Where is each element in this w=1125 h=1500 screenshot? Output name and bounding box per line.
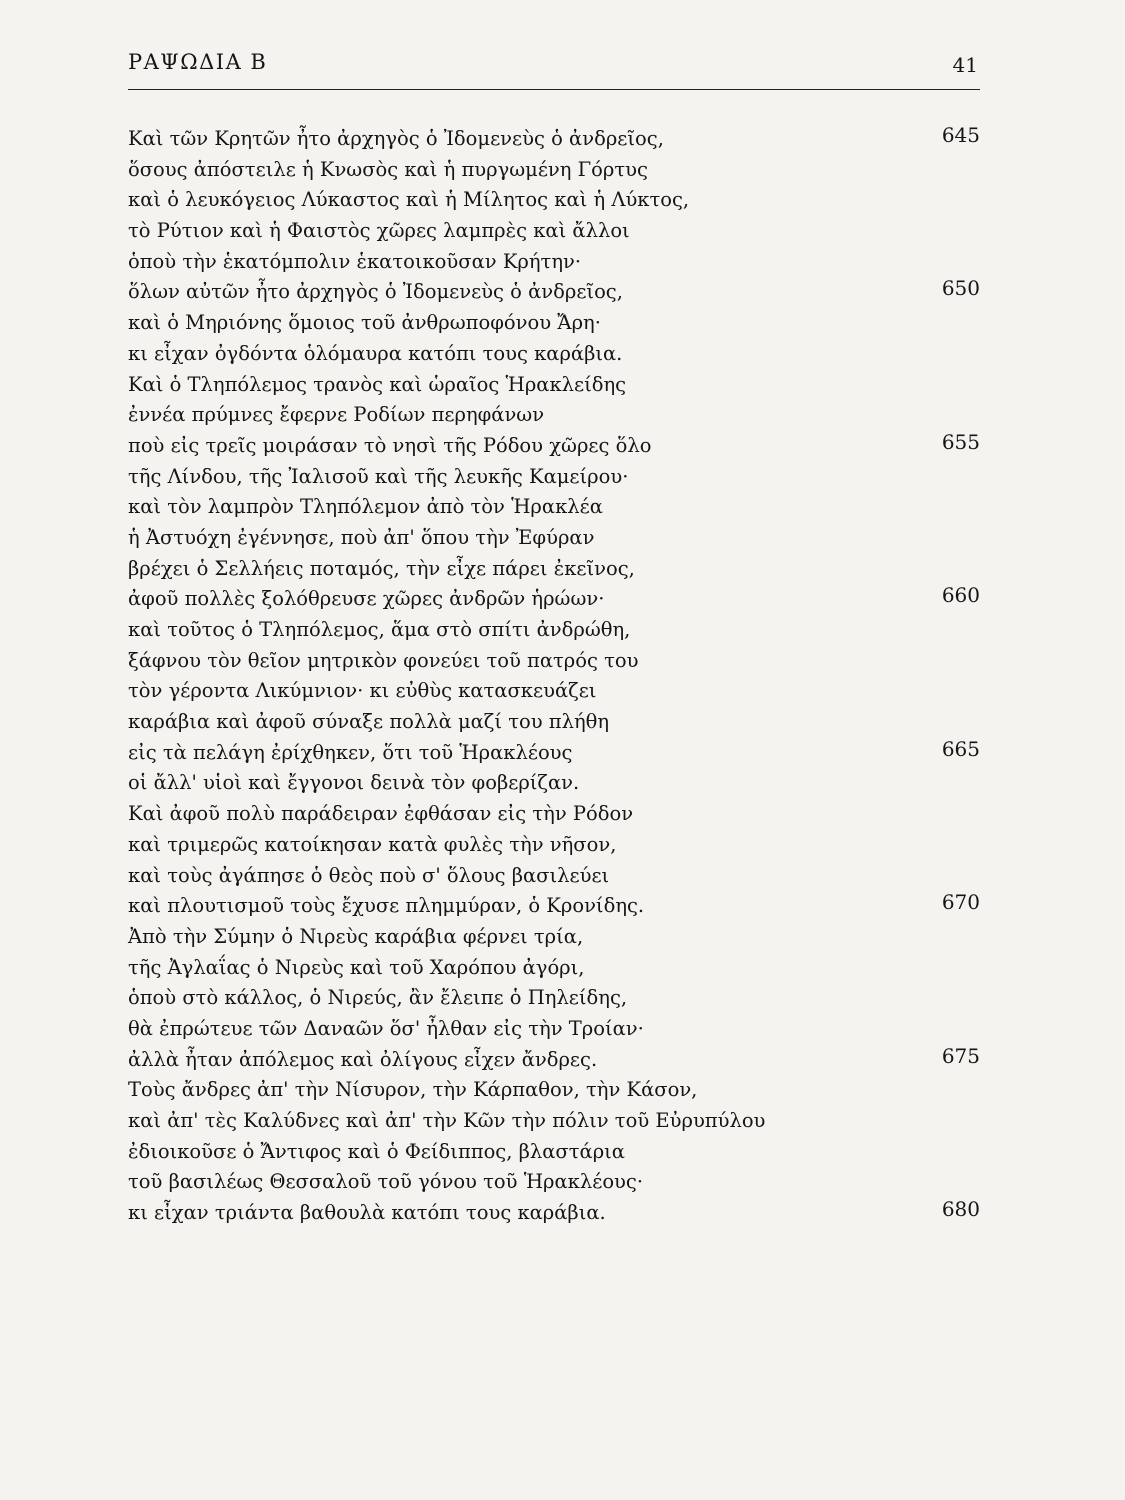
verse-number: 680 bbox=[941, 1197, 980, 1222]
verse-text: ἐννέα πρύμνες ἔφερνε Ροδίων περηφάνων bbox=[128, 403, 545, 427]
header-divider bbox=[128, 89, 980, 90]
verse-text: καὶ ὁ λευκόγειος Λύκαστος καὶ ἡ Μίλητος καὶ ἡ Λύκτος, bbox=[128, 188, 690, 212]
verse-text: θὰ ἐπρώτευε τῶν Δαναῶν ὅσ' ἦλθαν εἰς τὴν Τροίαν· bbox=[128, 1016, 644, 1040]
verse-text: Καὶ τῶν Κρητῶν ἦτο ἀρχηγὸς ὁ Ἰδομενεὺς ὁ ἀνδρεῖος, bbox=[128, 127, 664, 150]
verse-text: καράβια καὶ ἀφοῦ σύναξε πολλὰ μαζί του πλήθη bbox=[128, 710, 610, 734]
verse-line bbox=[128, 738, 980, 769]
verse-line bbox=[128, 891, 980, 922]
verse-text: ὁποὺ στὸ κάλλος, ὁ Νιρεύς, ἂν ἔλειπε ὁ Πηλείδης, bbox=[128, 986, 628, 1010]
verse-line bbox=[128, 523, 980, 554]
verse-text: οἱ ἄλλ' υἱοὶ καὶ ἔγγονοι δεινὰ τὸν φοβερίζαν. bbox=[128, 771, 580, 795]
verse-number: 665 bbox=[941, 736, 980, 761]
verse-line bbox=[128, 584, 980, 615]
verse-text: ξάφνου τὸν θεῖον μητρικὸν φονεύει τοῦ πατρός του bbox=[128, 648, 639, 672]
verse-line bbox=[128, 1045, 980, 1076]
verse-line bbox=[128, 768, 980, 799]
verse-line bbox=[128, 1198, 980, 1229]
verse-number: 670 bbox=[941, 890, 980, 915]
verse-number: 660 bbox=[941, 583, 980, 608]
verse-text: κι εἶχαν ὀγδόντα ὁλόμαυρα κατόπι τους καράβια. bbox=[128, 341, 623, 365]
verse-text: καὶ τοὺς ἀγάπησε ὁ θεὸς ποὺ σ' ὅλους βασιλεύει bbox=[128, 863, 610, 887]
chapter-title: ΡΑΨΩΔΙΑ Β bbox=[128, 50, 268, 74]
verse-text: τῆς Ἀγλαΐας ὁ Νιρεὺς καὶ τοῦ Χαρόπου ἀγόρι, bbox=[128, 955, 585, 979]
verse-text: καὶ ἀπ' τὲς Καλύδνες καὶ ἀπ' τὴν Κῶν τὴν πόλιν τοῦ Εὐρυπύλου bbox=[128, 1109, 766, 1132]
running-header bbox=[128, 46, 980, 86]
verse-line bbox=[128, 492, 980, 523]
verse-line bbox=[128, 400, 980, 431]
verse-text: ὅλων αὐτῶν ἦτο ἀρχηγὸς ὁ Ἰδομενεὺς ὁ ἀνδρεῖος, bbox=[128, 280, 623, 304]
verse-line bbox=[128, 370, 980, 401]
verse-line bbox=[128, 1014, 980, 1045]
verse-text: ἀλλὰ ἦταν ἀπόλεμος καὶ ὀλίγους εἶχεν ἄνδρες. bbox=[128, 1047, 598, 1071]
verse-line bbox=[128, 1167, 980, 1198]
verse-text: καὶ τοῦτος ὁ Τληπόλεμος, ἅμα στὸ σπίτι ἀνδρώθη, bbox=[128, 618, 631, 641]
verse-line bbox=[128, 1137, 980, 1168]
verse-line bbox=[128, 646, 980, 677]
verse-number: 645 bbox=[941, 123, 980, 147]
verse-line bbox=[128, 799, 980, 830]
verse-line bbox=[128, 462, 980, 493]
verse-text: καὶ ὁ Μηριόνης ὅμοιος τοῦ ἀνθρωποφόνου Ἄρη· bbox=[128, 311, 601, 335]
verse-line bbox=[128, 247, 980, 278]
page-number: 41 bbox=[952, 53, 978, 77]
verse-line bbox=[128, 830, 980, 861]
verse-text: τῆς Λίνδου, τῆς Ἰαλισοῦ καὶ τῆς λευκῆς Καμείρου· bbox=[128, 464, 629, 488]
verse-text: βρέχει ὁ Σελλήεις ποταμός, τὴν εἶχε πάρει ἐκεῖνος, bbox=[128, 556, 635, 580]
verse-line bbox=[128, 308, 980, 339]
verse-line bbox=[128, 676, 980, 707]
verse-line bbox=[128, 922, 980, 953]
verse-line bbox=[128, 277, 980, 308]
verse-line bbox=[128, 339, 980, 370]
verse-line bbox=[128, 185, 980, 216]
verse-text: Ἀπὸ τὴν Σύμην ὁ Νιρεὺς καράβια φέρνει τρία, bbox=[128, 924, 584, 948]
verse-line bbox=[128, 431, 980, 462]
verse-text: τὸν γέροντα Λικύμνιον· κι εὐθὺς κατασκευάζει bbox=[128, 679, 597, 703]
verse-text: καὶ τριμερῶς κατοίκησαν κατὰ φυλὲς τὴν νῆσον, bbox=[128, 832, 617, 856]
verse-text: κι εἶχαν τριάντα βαθουλὰ κατόπι τους καράβια. bbox=[128, 1201, 606, 1225]
verse-text: Καὶ ἀφοῦ πολὺ παράδειραν ἐφθάσαν εἰς τὴν Ρόδον bbox=[128, 802, 634, 826]
verse-number: 675 bbox=[941, 1043, 980, 1068]
verse-text: ὁποὺ τὴν ἑκατόμπολιν ἑκατοικοῦσαν Κρήτην· bbox=[128, 249, 582, 273]
verse-number: 650 bbox=[941, 276, 980, 301]
verse-text: εἰς τὰ πελάγη ἐρίχθηκεν, ὅτι τοῦ Ἡρακλέους bbox=[128, 740, 573, 764]
verse-line bbox=[128, 155, 980, 186]
verse-line bbox=[128, 1075, 980, 1106]
verse-text: ἡ Ἀστυόχη ἐγέννησε, ποὺ ἀπ' ὅπου τὴν Ἐφύραν bbox=[128, 525, 595, 549]
verse-text: τὸ Ρύτιον καὶ ἡ Φαιστὸς χῶρες λαμπρὲς καὶ ἄλλοι bbox=[128, 219, 630, 243]
verse-line bbox=[128, 124, 980, 155]
verse-text: Καὶ ὁ Τληπόλεμος τρανὸς καὶ ὡραῖος Ἡρακλείδης bbox=[128, 372, 627, 396]
verse-line bbox=[128, 707, 980, 738]
verse-number: 655 bbox=[941, 429, 980, 454]
verse-text: καὶ πλουτισμοῦ τοὺς ἔχυσε πλημμύραν, ὁ Κρονίδης. bbox=[128, 894, 645, 918]
verse-block bbox=[128, 124, 980, 1229]
verse-text: τοῦ βασιλέως Θεσσαλοῦ τοῦ γόνου τοῦ Ἡρακλέους· bbox=[128, 1170, 644, 1194]
verse-text: ἀφοῦ πολλὲς ξολόθρευσε χῶρες ἀνδρῶν ἡρώων· bbox=[128, 587, 605, 611]
verse-text: καὶ τὸν λαμπρὸν Τληπόλεμον ἀπὸ τὸν Ἡρακλέα bbox=[128, 495, 603, 519]
verse-text: ποὺ εἰς τρεῖς μοιράσαν τὸ νησὶ τῆς Ρόδου χῶρες ὅλο bbox=[128, 433, 652, 457]
verse-line bbox=[128, 216, 980, 247]
verse-line bbox=[128, 615, 980, 646]
verse-text: ὅσους ἀπόστειλε ἡ Κνωσὸς καὶ ἡ πυργωμένη Γόρτυς bbox=[128, 157, 648, 181]
verse-line bbox=[128, 953, 980, 984]
verse-line bbox=[128, 554, 980, 585]
verse-line bbox=[128, 861, 980, 892]
verse-line bbox=[128, 983, 980, 1014]
verse-text: Τοὺς ἄνδρες ἀπ' τὴν Νίσυρον, τὴν Κάρπαθον, τὴν Κάσον, bbox=[128, 1078, 698, 1102]
verse-line bbox=[128, 1106, 980, 1137]
verse-text: ἐδιοικοῦσε ὁ Ἄντιφος καὶ ὁ Φείδιππος, βλαστάρια bbox=[128, 1139, 625, 1163]
